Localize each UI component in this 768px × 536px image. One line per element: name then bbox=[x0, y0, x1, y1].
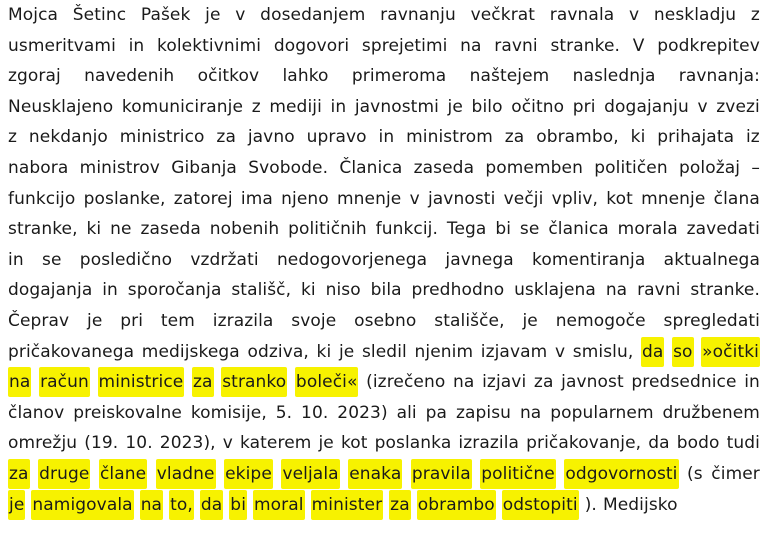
highlighted-word: stranko bbox=[221, 367, 287, 397]
word: kolektivnimi bbox=[157, 35, 262, 56]
word: za bbox=[533, 372, 554, 393]
text-line bbox=[8, 153, 760, 183]
text-line bbox=[8, 245, 760, 275]
word: 2023) bbox=[337, 402, 388, 423]
word: komuniciranje bbox=[121, 96, 244, 117]
highlighted-word: to, bbox=[169, 490, 194, 520]
word: predsednice bbox=[631, 372, 737, 393]
highlighted-word: za bbox=[8, 459, 30, 489]
word: v bbox=[554, 341, 566, 362]
text-line bbox=[8, 337, 760, 367]
highlighted-word: ministrice bbox=[98, 367, 185, 397]
word: aktualnega bbox=[663, 249, 760, 270]
highlighted-word: obrambo bbox=[417, 490, 496, 520]
word: je bbox=[522, 311, 538, 331]
word: zapisu bbox=[455, 402, 512, 423]
highlighted-word: vladne bbox=[156, 459, 216, 489]
word: Neusklajeno bbox=[8, 96, 114, 117]
highlighted-word: odgovornosti bbox=[564, 459, 678, 489]
word: izrazila bbox=[458, 433, 520, 454]
word: nedogovorjenega bbox=[276, 249, 428, 270]
word: zaseda bbox=[140, 219, 201, 240]
word: zavedati bbox=[686, 219, 760, 240]
highlighted-word: na bbox=[8, 367, 31, 397]
word: izjavi bbox=[482, 372, 527, 393]
word: ministrov bbox=[79, 158, 160, 178]
word: ima bbox=[240, 188, 273, 209]
text-line bbox=[8, 0, 760, 30]
highlighted-word: politične bbox=[480, 459, 556, 489]
word: nobenih bbox=[209, 219, 280, 240]
text-line bbox=[8, 398, 760, 428]
word: se bbox=[519, 219, 540, 240]
word: ravni bbox=[494, 35, 538, 56]
word: stališče, bbox=[434, 311, 505, 331]
word: primeroma bbox=[351, 66, 447, 87]
word: obrambo, bbox=[536, 127, 619, 148]
word: upravo bbox=[306, 127, 367, 148]
word: njenim bbox=[414, 341, 474, 362]
word: večkrat bbox=[470, 5, 536, 25]
word: dogajanju bbox=[604, 96, 689, 117]
word: političen bbox=[594, 158, 668, 178]
word: V bbox=[632, 35, 645, 56]
word: z bbox=[251, 96, 261, 117]
word: v bbox=[697, 96, 708, 117]
highlighted-word: na bbox=[140, 490, 163, 520]
word: katerem bbox=[239, 433, 312, 454]
text-line bbox=[8, 122, 760, 152]
word: ). bbox=[584, 494, 597, 515]
word: 10. bbox=[301, 402, 329, 423]
word: Gibanja bbox=[171, 158, 237, 178]
word: in bbox=[744, 372, 760, 393]
highlighted-word: je bbox=[8, 490, 25, 520]
word: mediji bbox=[269, 96, 322, 117]
word: ministrico bbox=[119, 127, 205, 148]
word: je bbox=[318, 433, 334, 454]
word: osebno bbox=[354, 311, 417, 331]
word: prihajata bbox=[657, 127, 735, 148]
word: ravni bbox=[637, 280, 681, 301]
word: ki bbox=[300, 280, 316, 301]
word: (izrečeno bbox=[366, 372, 446, 393]
word: nemogoče bbox=[555, 311, 646, 331]
word: na bbox=[519, 402, 542, 423]
word: sporočanja bbox=[127, 280, 222, 301]
word: svoje bbox=[291, 311, 337, 331]
word: bodo bbox=[676, 433, 720, 454]
word: usmeritvami bbox=[8, 35, 116, 56]
word: za bbox=[216, 127, 236, 148]
highlighted-word: minister bbox=[311, 490, 384, 520]
word: ravnala bbox=[549, 5, 615, 25]
word: družbenem bbox=[662, 402, 760, 423]
word: in bbox=[8, 249, 24, 270]
highlighted-word: veljala bbox=[281, 459, 339, 489]
highlighted-word: bi bbox=[229, 490, 247, 520]
word: 2023), bbox=[159, 433, 216, 454]
word: dosedanjem bbox=[260, 5, 366, 25]
word: pri bbox=[120, 311, 144, 331]
word: ali bbox=[396, 402, 417, 423]
word: v bbox=[629, 5, 640, 25]
text-line bbox=[8, 214, 760, 244]
text-line bbox=[8, 490, 760, 520]
word: da bbox=[648, 433, 670, 454]
text-line bbox=[8, 306, 760, 336]
word: njeno bbox=[281, 188, 329, 209]
word: pomemben bbox=[485, 158, 583, 178]
word: neskladju bbox=[653, 5, 737, 25]
word: z bbox=[750, 5, 760, 25]
word: iz bbox=[745, 127, 760, 148]
word: javnosti bbox=[427, 188, 496, 209]
highlighted-word: boleči« bbox=[295, 367, 359, 397]
word: v bbox=[235, 5, 246, 25]
word: čimer bbox=[711, 464, 760, 484]
word: podkrepitev bbox=[657, 35, 760, 56]
word: zaseda bbox=[413, 158, 475, 178]
word: tem bbox=[160, 311, 195, 331]
word: je bbox=[447, 96, 463, 117]
word: posledično bbox=[79, 249, 173, 270]
word: spregledati bbox=[663, 311, 760, 331]
word: ravnanju bbox=[380, 5, 456, 25]
word: Mojca bbox=[8, 5, 59, 25]
word: je bbox=[87, 311, 103, 331]
word: stranke, bbox=[8, 219, 78, 240]
word: pričakovanje, bbox=[526, 433, 642, 454]
word: navedenih bbox=[84, 66, 175, 87]
word: kot bbox=[340, 433, 368, 454]
word: Medijsko bbox=[602, 494, 678, 515]
word: in bbox=[128, 35, 145, 56]
word: dogovori bbox=[273, 35, 350, 56]
word: in bbox=[102, 280, 118, 301]
word: javnost bbox=[561, 372, 624, 393]
word: nabora bbox=[8, 158, 69, 178]
word: funkcij. bbox=[375, 219, 438, 240]
word: Članica bbox=[339, 158, 403, 178]
word: pričakovanega bbox=[8, 341, 135, 362]
text-line bbox=[8, 428, 760, 458]
word: stranke. bbox=[550, 35, 621, 56]
word: komentiranja bbox=[532, 249, 646, 270]
highlighted-word: da bbox=[200, 490, 223, 520]
text-line bbox=[8, 459, 760, 489]
word: na bbox=[453, 372, 475, 393]
word: položaj bbox=[679, 158, 741, 178]
word: izjavam bbox=[480, 341, 548, 362]
word: ministrom bbox=[406, 127, 493, 148]
word: naštejem bbox=[469, 66, 550, 87]
highlighted-word: za bbox=[192, 367, 214, 397]
word: ki bbox=[630, 127, 646, 148]
word: in bbox=[330, 96, 347, 117]
word: sprejetimi bbox=[361, 35, 448, 56]
word: bi bbox=[495, 219, 512, 240]
highlighted-word: ekipe bbox=[224, 459, 273, 489]
word: morala bbox=[617, 219, 678, 240]
highlighted-word: moral bbox=[253, 490, 305, 520]
word: Pašek bbox=[140, 5, 191, 25]
word: mnenje bbox=[337, 188, 402, 209]
word: očitno bbox=[511, 96, 565, 117]
word: 10. bbox=[125, 433, 153, 454]
word: smislu, bbox=[572, 341, 634, 362]
word: ravnanja: bbox=[678, 66, 760, 87]
word: nekdanjo bbox=[28, 127, 108, 148]
word: na bbox=[460, 35, 482, 56]
word: člana bbox=[713, 188, 760, 209]
text-line bbox=[8, 275, 760, 305]
highlighted-word: pravila bbox=[411, 459, 472, 489]
word: pri bbox=[572, 96, 596, 117]
word: Svobode. bbox=[248, 158, 329, 178]
word: odziva, bbox=[247, 341, 309, 362]
word: kot bbox=[606, 188, 633, 209]
highlighted-word: da bbox=[641, 337, 664, 367]
word: za bbox=[504, 127, 525, 148]
highlighted-word: račun bbox=[39, 367, 90, 397]
word: zatorej bbox=[173, 188, 233, 209]
word: 5. bbox=[275, 402, 293, 423]
word: zgoraj bbox=[8, 66, 61, 87]
word: Šetinc bbox=[72, 5, 127, 25]
word: političnih bbox=[288, 219, 367, 240]
word: javno bbox=[247, 127, 295, 148]
highlighted-word: člane bbox=[99, 459, 147, 489]
word: stranke. bbox=[690, 280, 760, 301]
word: predhodno bbox=[411, 280, 505, 301]
word: javnega bbox=[445, 249, 514, 270]
highlighted-word: so bbox=[672, 337, 693, 367]
word: funkcijo bbox=[8, 188, 76, 209]
highlighted-word: namigovala bbox=[31, 490, 133, 520]
highlighted-word: odstopiti bbox=[502, 490, 579, 520]
word: medijskega bbox=[141, 341, 240, 362]
word: stališč, bbox=[231, 280, 292, 301]
word: večji bbox=[503, 188, 544, 209]
highlighted-word: druge bbox=[38, 459, 90, 489]
word: omrežju bbox=[8, 433, 78, 454]
word: vzdržati bbox=[190, 249, 259, 270]
highlighted-word: »očitki bbox=[701, 337, 760, 367]
word: preiskovalne bbox=[73, 402, 182, 423]
word: v bbox=[222, 433, 233, 454]
text-line bbox=[8, 31, 760, 61]
word: pa bbox=[425, 402, 448, 423]
word: izrazila bbox=[212, 311, 274, 331]
word: je bbox=[338, 341, 355, 362]
word: članov bbox=[8, 402, 65, 423]
word: se bbox=[41, 249, 62, 270]
highlighted-word: enaka bbox=[348, 459, 402, 489]
word: dogajanja bbox=[8, 280, 93, 301]
word: Čeprav bbox=[8, 311, 70, 331]
word: javnostmi bbox=[354, 96, 439, 117]
word: bilo bbox=[471, 96, 503, 117]
word: tudi bbox=[726, 433, 760, 454]
word: usklajena bbox=[514, 280, 596, 301]
word: ki bbox=[86, 219, 102, 240]
word: sledil bbox=[361, 341, 407, 362]
text-line bbox=[8, 61, 760, 91]
word: poslanke, bbox=[83, 188, 166, 209]
word: bila bbox=[370, 280, 402, 301]
word: poslanka bbox=[374, 433, 452, 454]
word: lahko bbox=[282, 66, 329, 87]
highlighted-word: za bbox=[389, 490, 411, 520]
word: Tega bbox=[446, 219, 487, 240]
text-line bbox=[8, 367, 760, 397]
word: in bbox=[378, 127, 395, 148]
word: popularnem bbox=[550, 402, 654, 423]
word: niso bbox=[325, 280, 361, 301]
word: zvezi bbox=[716, 96, 760, 117]
word: članica bbox=[548, 219, 609, 240]
word: ne bbox=[110, 219, 132, 240]
word: – bbox=[751, 158, 760, 178]
text-line bbox=[8, 92, 760, 122]
word: mnenje bbox=[641, 188, 706, 209]
word: je bbox=[205, 5, 221, 25]
word: z bbox=[8, 127, 18, 148]
word: na bbox=[605, 280, 628, 301]
word: očitkov bbox=[197, 66, 260, 87]
text-line bbox=[8, 184, 760, 214]
word: ki bbox=[316, 341, 332, 362]
word: naslednja bbox=[572, 66, 656, 87]
word: (s bbox=[687, 464, 703, 484]
word: komisije, bbox=[190, 402, 267, 423]
word: v bbox=[409, 188, 420, 209]
word: (19. bbox=[84, 433, 119, 454]
word: vpliv, bbox=[551, 188, 599, 209]
